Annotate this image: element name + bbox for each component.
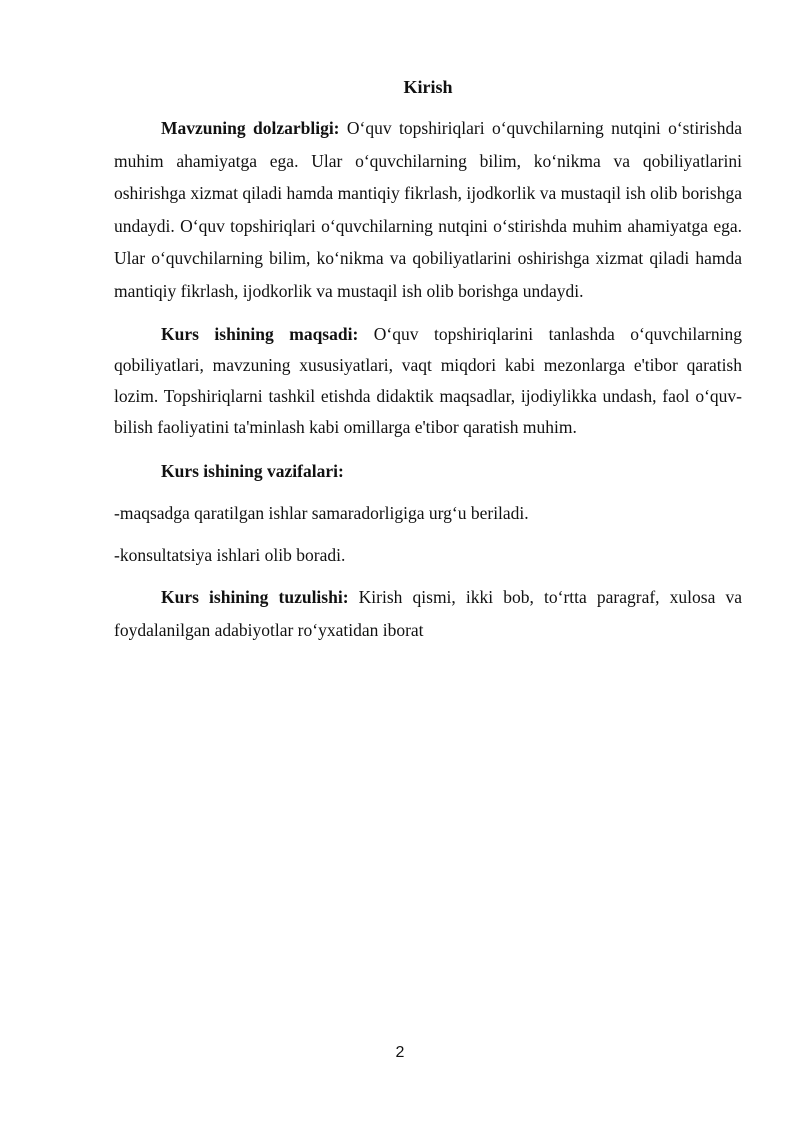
page-title: Kirish — [403, 77, 453, 97]
task-item: -konsultatsiya ishlari olib boradi. — [114, 545, 346, 565]
task-item: -maqsadga qaratilgan ishlar samaradorligiga urg‘u beriladi. — [114, 503, 529, 523]
relevance-paragraph — [114, 112, 742, 307]
tasks-heading — [114, 455, 742, 487]
structure-lead: Kurs ishining tuzulishi: — [161, 587, 349, 607]
page-content — [114, 74, 742, 658]
page-number: 2 — [395, 1044, 405, 1061]
goal-lead: Kurs ishining maqsadi: — [161, 324, 359, 344]
tasks-lead: Kurs ishining vazifalari: — [161, 461, 344, 481]
goal-paragraph — [114, 319, 742, 443]
structure-paragraph — [114, 581, 742, 646]
structure-text: Kirish qismi, ikki bob, to‘rtta paragraf, xulosa va foydalanilgan adabiyotlar ro‘yxatidan iborat — [114, 587, 742, 640]
relevance-lead: Mavzuning dolzarbligi: — [161, 118, 340, 138]
goal-text: O‘quv topshiriqlarini tanlashda o‘quvchilarning qobiliyatlari, mavzuning xususiyatlari, vaqt miqdori kabi mezonlarga e'tibor qaratish lozim. Topshiriqlarni tashkil etishda didaktik maqsadlar, ijodiylikka undash, faol o‘quv-bilish faoliyatini ta'minlash kabi omillarga e'tibor qaratish muhim. — [114, 324, 742, 437]
relevance-text: O‘quv topshiriqlari o‘quvchilarning nutqini o‘stirishda muhim ahamiyatga ega. Ular o‘quvchilarning bilim, ko‘nikma va qobiliyatlarini oshirishga xizmat qiladi hamda mantiqiy fikrlash, ijodkorlik va mustaqil ish olib borishga undaydi. O‘quv topshiriqlari o‘quvchilarning nutqini o‘stirishda muhim ahamiyatga ega. Ular o‘quvchilarning bilim, ko‘nikma va qobiliyatlarini oshirishga xizmat qiladi hamda mantiqiy fikrlash, ijodkorlik va mustaqil ish olib borishga undaydi. — [114, 118, 742, 301]
